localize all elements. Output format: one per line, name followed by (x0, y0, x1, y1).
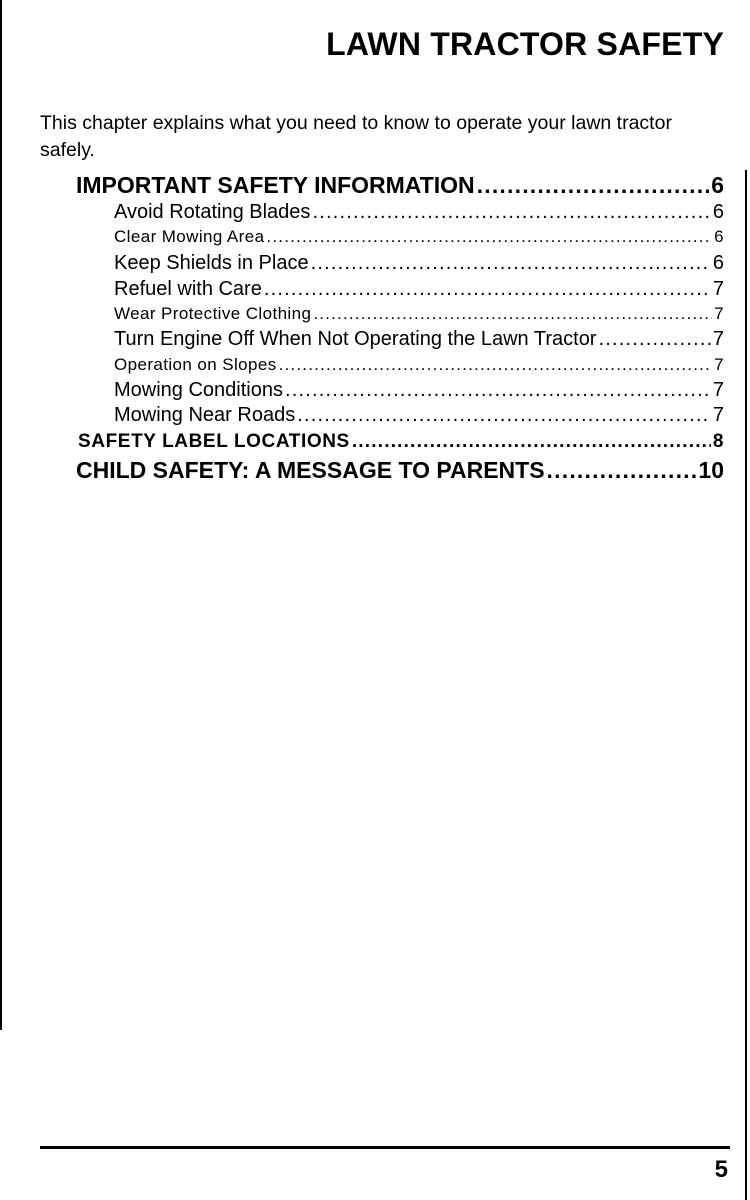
toc-entry-turn-engine-off[interactable] (114, 328, 724, 353)
toc-entry-page: 7 (712, 278, 724, 300)
toc-entry-page: 7 (712, 328, 724, 350)
toc-leader-dots (311, 252, 711, 275)
toc-entry-label: Turn Engine Off When Not Operating the Lawn Tractor (114, 328, 597, 350)
toc-entry-child-safety[interactable] (76, 457, 724, 485)
toc-entry-page: 10 (698, 457, 724, 483)
toc-entry-wear-protective-clothing[interactable] (114, 304, 724, 329)
toc-entry-label: Mowing Conditions (114, 379, 283, 401)
toc-leader-dots (285, 379, 711, 402)
toc-entry-label: Mowing Near Roads (114, 404, 296, 426)
toc-leader-dots (264, 278, 711, 301)
toc-entry-page: 7 (714, 304, 724, 323)
toc-entry-clear-mowing-area[interactable] (114, 227, 724, 252)
toc-leader-dots (598, 328, 710, 351)
toc-entry-keep-shields-in-place[interactable] (114, 252, 724, 277)
toc-entry-page: 6 (714, 227, 724, 246)
page-title: LAWN TRACTOR SAFETY (326, 26, 724, 62)
toc-entry-avoid-rotating-blades[interactable] (114, 201, 724, 226)
page-edge-right (745, 170, 747, 1200)
toc-entry-label: Refuel with Care (114, 278, 262, 300)
toc-entry-label: IMPORTANT SAFETY INFORMATION (76, 172, 475, 198)
toc-entry-refuel-with-care[interactable] (114, 278, 724, 303)
toc-entry-important-safety-information[interactable] (76, 172, 724, 200)
toc-entry-safety-label-locations[interactable] (78, 431, 724, 455)
toc-entry-label: Clear Mowing Area (114, 227, 265, 246)
toc-entry-page: 6 (711, 172, 724, 198)
toc-entry-label: CHILD SAFETY: A MESSAGE TO PARENTS (76, 457, 545, 483)
toc-leader-dots (297, 404, 711, 427)
toc-entry-label: SAFETY LABEL LOCATIONS (78, 431, 350, 452)
toc-entry-page: 6 (712, 252, 724, 274)
toc-entry-mowing-conditions[interactable] (114, 379, 724, 404)
toc-leader-dots (477, 172, 710, 199)
toc-entry-page: 7 (712, 404, 724, 426)
toc-entry-page: 7 (712, 379, 724, 401)
page-edge-left (0, 0, 2, 1030)
toc-leader-dots (313, 304, 712, 324)
toc-leader-dots (279, 355, 713, 375)
toc-entry-operation-on-slopes[interactable] (114, 355, 724, 380)
toc-leader-dots (312, 201, 710, 224)
toc-entry-page: 7 (714, 355, 724, 374)
toc-entry-label: Keep Shields in Place (114, 252, 309, 274)
footer-rule (40, 1146, 730, 1149)
toc-entry-mowing-near-roads[interactable] (114, 404, 724, 429)
page-number: 5 (714, 1156, 728, 1183)
toc-leader-dots (547, 457, 697, 484)
toc-entry-label: Operation on Slopes (114, 355, 277, 374)
toc-entry-page: 8 (712, 431, 724, 452)
toc-entry-page: 6 (712, 201, 724, 223)
toc-leader-dots (352, 431, 711, 453)
toc-entry-label: Avoid Rotating Blades (114, 201, 311, 223)
intro-paragraph: This chapter explains what you need to know to operate your lawn tractor safely. (40, 112, 672, 161)
toc-leader-dots (266, 227, 712, 247)
toc-entry-label: Wear Protective Clothing (114, 304, 312, 323)
